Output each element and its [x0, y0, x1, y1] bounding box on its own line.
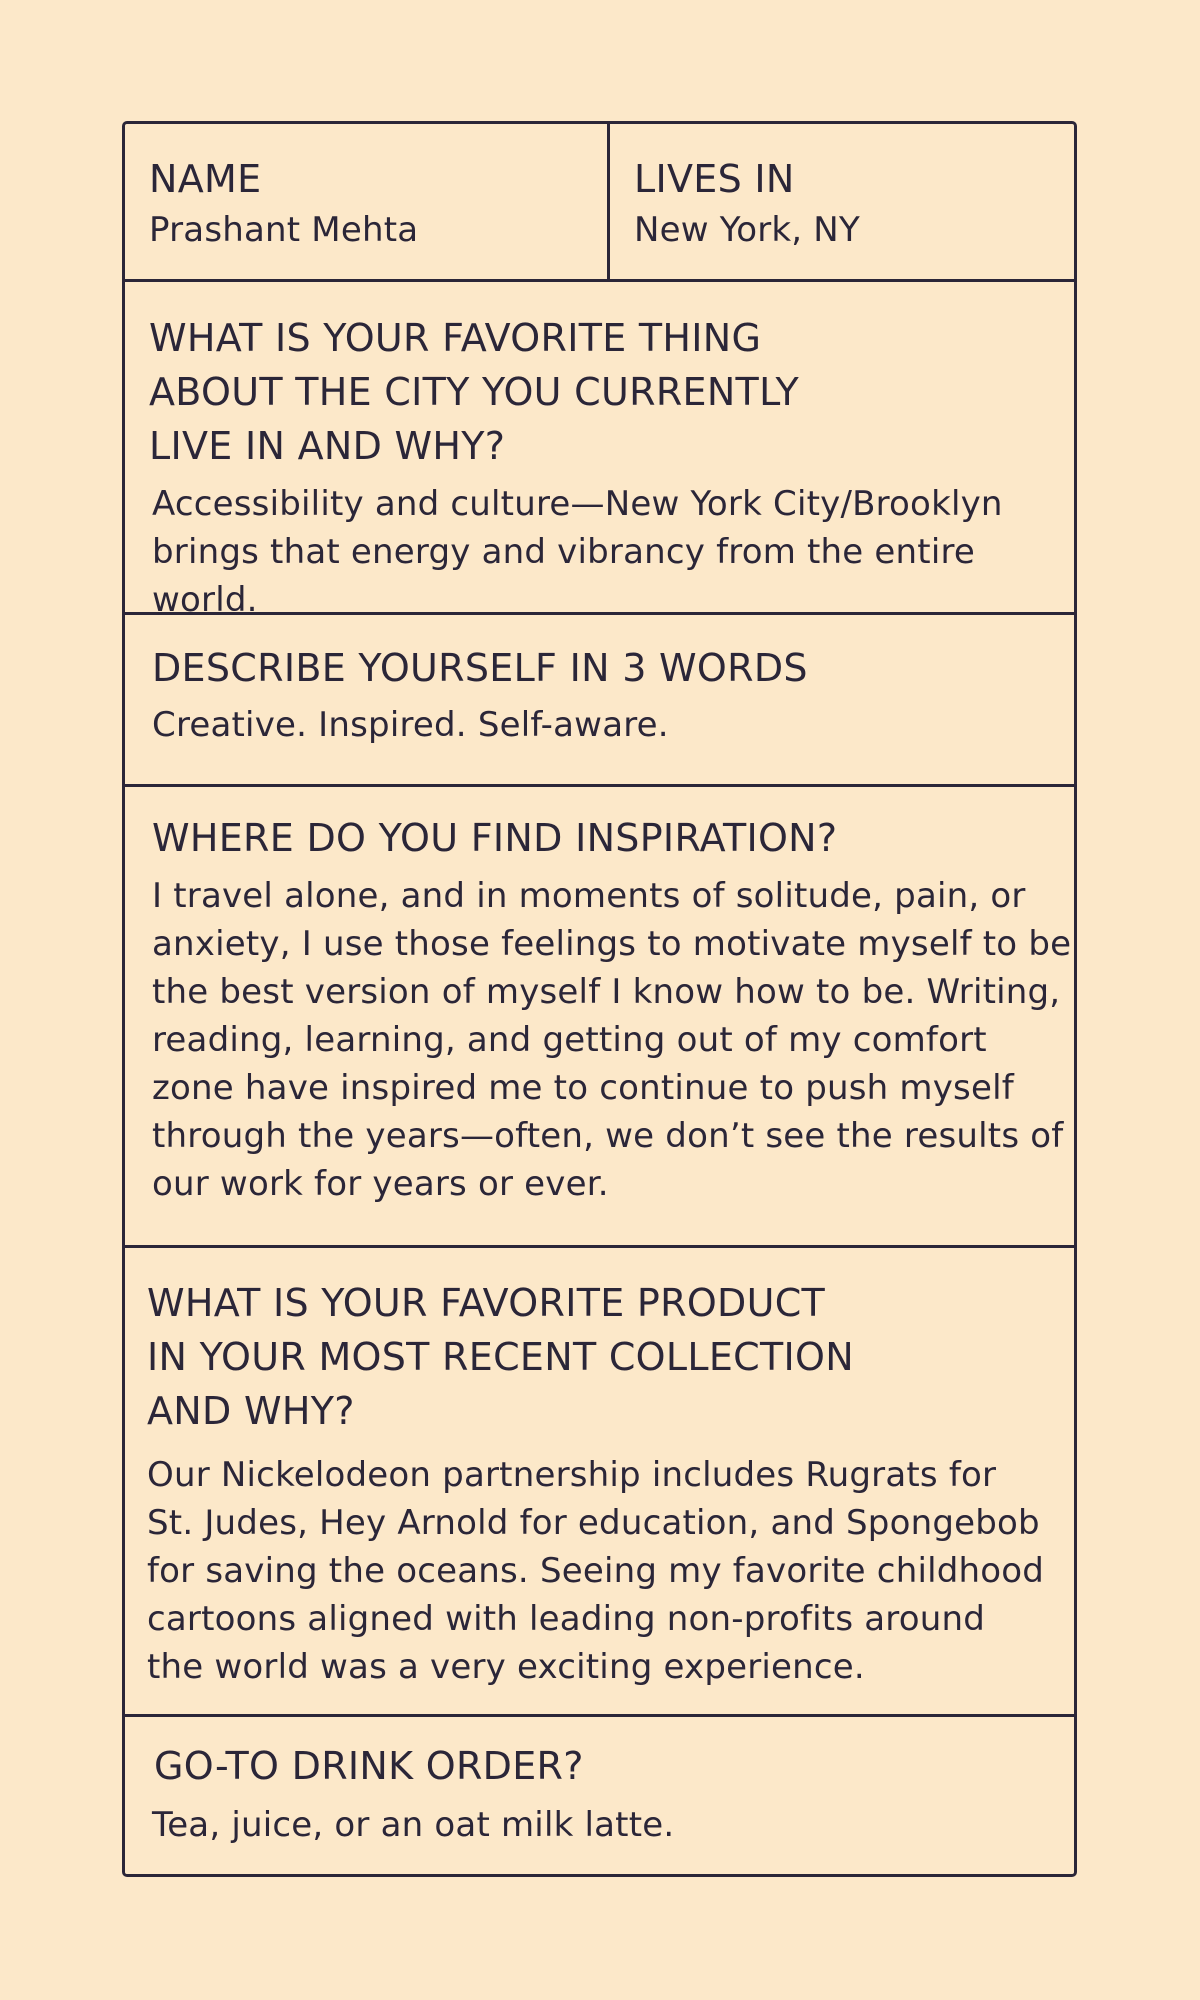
lives-in-value: New York, NY	[634, 210, 860, 250]
favorite-product-section	[125, 1248, 1074, 1717]
favorite-product-answer: Our Nickelodeon partnership includes Rugrats for St. Judes, Hey Arnold for education, and Spongebob for saving the oceans. Seeing my favorite childhood cartoons aligned with leading non-profits around the world was a very exciting experience.	[147, 1455, 1045, 1687]
lives-in-label: LIVES IN	[634, 157, 795, 201]
describe-yourself-question: DESCRIBE YOURSELF IN 3 WORDS	[152, 646, 808, 690]
describe-yourself-answer: Creative. Inspired. Self-aware.	[152, 705, 669, 745]
favorite-product-question: WHAT IS YOUR FAVORITE PRODUCT IN YOUR MOST RECENT COLLECTION AND WHY?	[147, 1281, 854, 1433]
lives-in-cell	[610, 124, 1074, 279]
inspiration-answer: I travel alone, and in moments of solitude, pain, or anxiety, I use those feelings to motivate myself to be the best version of myself I know how to be. Writing, reading, learning, and getting out of my comfort zone have inspired me to continue to push myself through the years—often, we don’t see the results of our work for years or ever.	[152, 876, 1072, 1204]
drink-order-question: GO-TO DRINK ORDER?	[154, 1744, 584, 1788]
favorite-city-thing-question: WHAT IS YOUR FAVORITE THING ABOUT THE CITY YOU CURRENTLY LIVE IN AND WHY?	[149, 316, 800, 468]
name-value: Prashant Mehta	[149, 210, 419, 250]
inspiration-question: WHERE DO YOU FIND INSPIRATION?	[152, 816, 838, 860]
favorite-city-thing-section	[125, 282, 1074, 620]
name-label: NAME	[149, 157, 262, 201]
drink-order-section	[125, 1717, 1074, 1874]
describe-yourself-section	[125, 615, 1074, 787]
inspiration-section	[125, 787, 1074, 1248]
name-cell	[125, 124, 610, 279]
profile-header-row	[125, 124, 1074, 282]
profile-card	[122, 121, 1077, 1877]
drink-order-answer: Tea, juice, or an oat milk latte.	[152, 1805, 675, 1845]
favorite-city-thing-answer: Accessibility and culture—New York City/Brooklyn brings that energy and vibrancy from the entire world.	[152, 484, 1003, 620]
